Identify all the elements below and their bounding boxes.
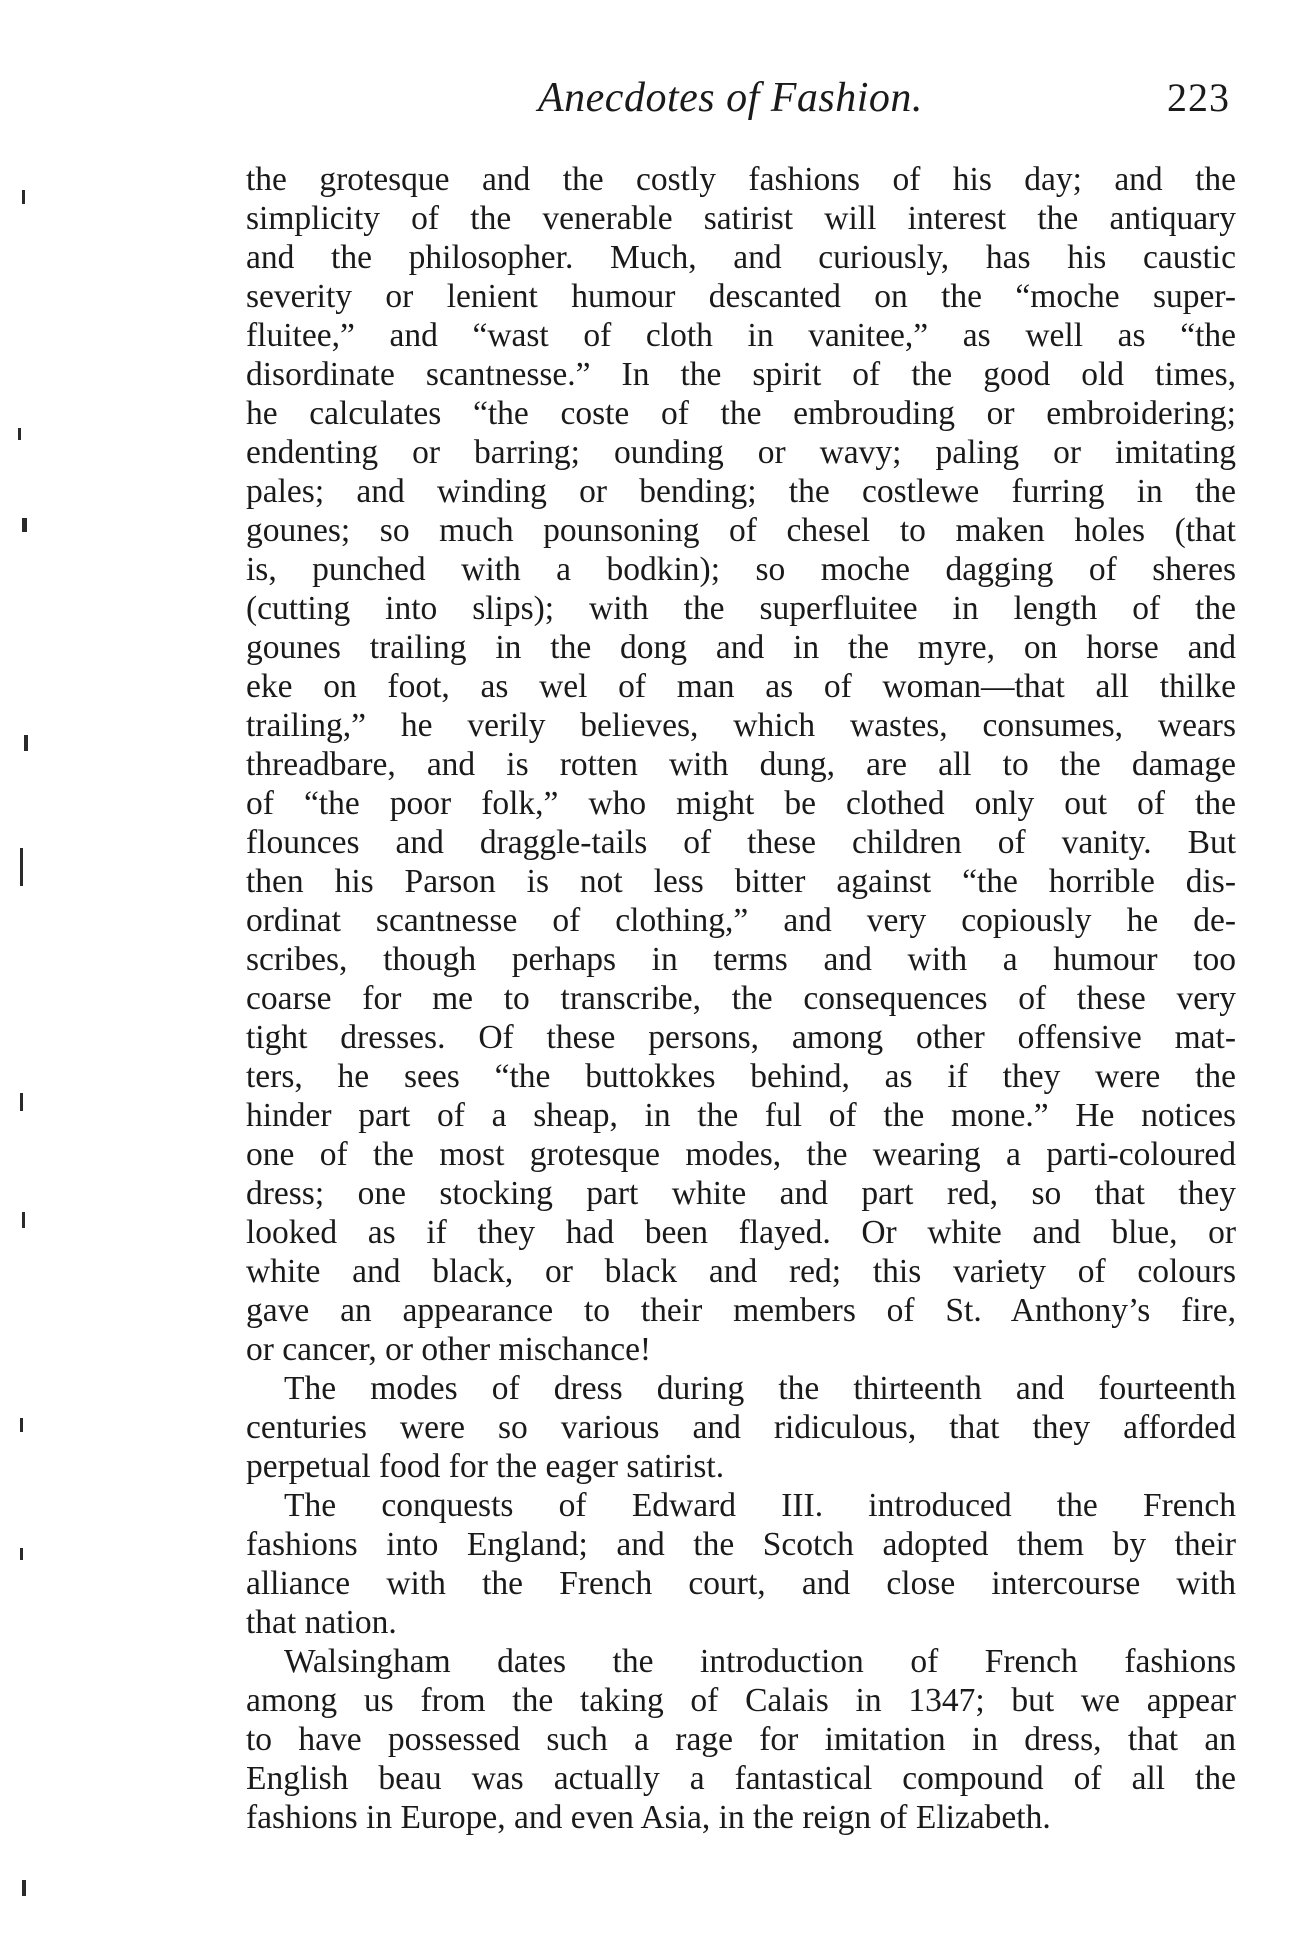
text-line: gave an appearance to their members of St. Anthony’s fire, bbox=[246, 1292, 1236, 1329]
text-line: pales; and winding or bending; the costlewe furring in the bbox=[246, 473, 1236, 510]
text-line: white and black, or black and red; this variety of colours bbox=[246, 1253, 1236, 1290]
text-line: the grotesque and the costly fashions of his day; and the bbox=[246, 161, 1236, 198]
text-line: hinder part of a sheap, in the ful of the mone.” He notices bbox=[246, 1097, 1236, 1134]
text-line: The conquests of Edward III. introduced the French bbox=[284, 1487, 1236, 1524]
text-line: trailing,” he verily believes, which wastes, consumes, wears bbox=[246, 707, 1236, 744]
text-line: that nation. bbox=[246, 1604, 397, 1641]
text-line: (cutting into slips); with the superfluitee in length of the bbox=[246, 590, 1236, 627]
text-line: disordinate scantnesse.” In the spirit of the good old times, bbox=[246, 356, 1236, 393]
text-line: one of the most grotesque modes, the wearing a parti-coloured bbox=[246, 1136, 1236, 1173]
text-line: is, punched with a bodkin); so moche dagging of sheres bbox=[246, 551, 1236, 588]
text-line: alliance with the French court, and close intercourse with bbox=[246, 1565, 1236, 1602]
text-line: English beau was actually a fantastical compound of all the bbox=[246, 1760, 1236, 1797]
running-title: Anecdotes of Fashion. bbox=[538, 75, 923, 121]
text-line: tight dresses. Of these persons, among other offensive mat- bbox=[246, 1019, 1236, 1056]
text-line: fluitee,” and “wast of cloth in vanitee,” as well as “the bbox=[246, 317, 1236, 354]
paragraph bbox=[246, 1642, 1236, 1837]
text-line: eke on foot, as wel of man as of woman—that all thilke bbox=[246, 668, 1236, 705]
text-line: looked as if they had been flayed. Or white and blue, or bbox=[246, 1214, 1236, 1251]
text-line: fashions in Europe, and even Asia, in the reign of Elizabeth. bbox=[246, 1799, 1051, 1836]
text-line: gounes trailing in the dong and in the myre, on horse and bbox=[246, 629, 1236, 666]
text-line: ters, he sees “the buttokkes behind, as if they were the bbox=[246, 1058, 1236, 1095]
paragraph bbox=[246, 1369, 1236, 1486]
text-line: fashions into England; and the Scotch adopted them by their bbox=[246, 1526, 1236, 1563]
text-line: or cancer, or other mischance! bbox=[246, 1331, 652, 1368]
text-line: simplicity of the venerable satirist will interest the antiquary bbox=[246, 200, 1236, 237]
text-line: among us from the taking of Calais in 1347; but we appear bbox=[246, 1682, 1236, 1719]
text-line: to have possessed such a rage for imitation in dress, that an bbox=[246, 1721, 1236, 1758]
text-line: of “the poor folk,” who might be clothed only out of the bbox=[246, 785, 1236, 822]
text-line: flounces and draggle-tails of these children of vanity. But bbox=[246, 824, 1236, 861]
text-line: severity or lenient humour descanted on the “moche super- bbox=[246, 278, 1236, 315]
text-line: The modes of dress during the thirteenth and fourteenth bbox=[284, 1370, 1236, 1407]
text-line: scribes, though perhaps in terms and with a humour too bbox=[246, 941, 1236, 978]
text-line: ordinat scantnesse of clothing,” and very copiously he de- bbox=[246, 902, 1236, 939]
margin-marks bbox=[0, 0, 40, 1946]
text-line: Walsingham dates the introduction of French fashions bbox=[284, 1643, 1236, 1680]
paragraph bbox=[246, 1486, 1236, 1642]
page-header bbox=[248, 74, 1238, 124]
text-line: coarse for me to transcribe, the consequences of these very bbox=[246, 980, 1236, 1017]
paragraph bbox=[246, 160, 1236, 1369]
text-line: he calculates “the coste of the embrouding or embroidering; bbox=[246, 395, 1236, 432]
text-line: gounes; so much pounsoning of chesel to maken holes (that bbox=[246, 512, 1236, 549]
text-line: perpetual food for the eager satirist. bbox=[246, 1448, 725, 1485]
text-line: dress; one stocking part white and part red, so that they bbox=[246, 1175, 1236, 1212]
body-text bbox=[246, 160, 1236, 1837]
text-line: threadbare, and is rotten with dung, are all to the damage bbox=[246, 746, 1236, 783]
page-number: 223 bbox=[1167, 75, 1230, 120]
text-line: then his Parson is not less bitter against “the horrible dis- bbox=[246, 863, 1236, 900]
text-line: and the philosopher. Much, and curiously, has his caustic bbox=[246, 239, 1236, 276]
text-line: endenting or barring; ounding or wavy; paling or imitating bbox=[246, 434, 1236, 471]
text-line: centuries were so various and ridiculous, that they afforded bbox=[246, 1409, 1236, 1446]
